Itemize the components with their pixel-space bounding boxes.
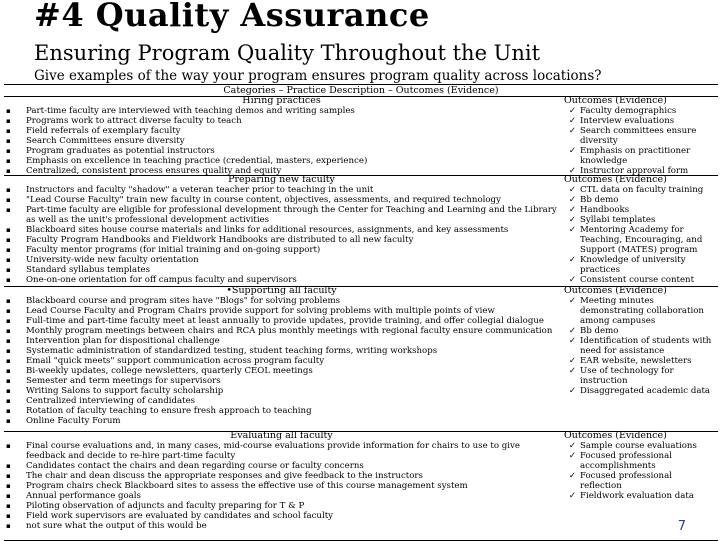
square-bullet-icon: ▪	[6, 256, 11, 264]
outcome-item	[560, 356, 718, 366]
checkmark-icon: ✓	[568, 126, 576, 136]
list-item	[4, 316, 560, 326]
practice-text: Standard syllabus templates	[26, 265, 151, 275]
practice-text: Programs work to attract diverse faculty to teach	[26, 116, 242, 126]
square-bullet-icon: ▪	[6, 397, 11, 405]
section	[4, 286, 718, 432]
checkmark-icon: ✓	[568, 336, 576, 346]
outcomes-title: Outcomes (Evidence)	[564, 174, 667, 185]
practice-text: Rotation of faculty teaching to ensure fresh approach to teaching	[26, 406, 312, 416]
list-item	[4, 346, 560, 356]
practice-text: One-on-one orientation for off campus faculty and supervisors	[26, 275, 297, 285]
list-item	[4, 275, 560, 285]
outcome-text: Mentoring Academy for Teaching, Encouraging, and Support (MATES) program	[580, 225, 703, 255]
practice-text: Blackboard course and program sites have "Blogs" for solving problems	[26, 296, 341, 306]
square-bullet-icon: ▪	[6, 337, 11, 345]
outcome-text: Use of technology for instruction	[580, 366, 674, 386]
square-bullet-icon: ▪	[6, 347, 11, 355]
square-bullet-icon: ▪	[6, 472, 11, 480]
slide-title: #4 Quality Assurance	[34, 0, 430, 34]
checkmark-icon: ✓	[568, 471, 576, 481]
practice-text: Monthly program meetings between chairs and RCA plus monthly meetings with regional faculty ensure communication	[26, 326, 553, 336]
practice-text: Emphasis on excellence in teaching practice (credential, masters, experience)	[26, 156, 368, 166]
square-bullet-icon: ▪	[6, 266, 11, 274]
list-item	[4, 386, 560, 396]
practice-text: Centralized, consistent process ensures quality and equity	[26, 166, 282, 176]
checkmark-icon: ✓	[568, 356, 576, 366]
practice-text: Annual performance goals	[26, 491, 141, 501]
practice-text: Search Committees ensure diversity	[26, 136, 185, 146]
checkmark-icon: ✓	[568, 166, 576, 176]
square-bullet-icon: ▪	[6, 167, 11, 175]
list-item	[4, 265, 560, 275]
outcome-item	[560, 336, 718, 356]
practice-column	[4, 175, 560, 285]
outcome-text: Handbooks	[580, 205, 630, 215]
square-bullet-icon: ▪	[6, 407, 11, 415]
practice-text: Semester and term meetings for supervisors	[26, 376, 221, 386]
checkmark-icon: ✓	[568, 255, 576, 265]
list-item	[4, 116, 560, 126]
checkmark-icon: ✓	[568, 215, 576, 225]
section	[4, 96, 718, 176]
list-item	[4, 396, 560, 406]
list-item	[4, 326, 560, 336]
list-item	[4, 376, 560, 386]
list-item	[4, 461, 560, 471]
square-bullet-icon: ▪	[6, 107, 11, 115]
list-item	[4, 255, 560, 265]
square-bullet-icon: ▪	[6, 117, 11, 125]
practice-text: Email "quick meets" support communication across program faculty	[26, 356, 325, 366]
outcome-item	[560, 326, 718, 336]
checkmark-icon: ✓	[568, 386, 576, 396]
outcomes-column	[560, 286, 718, 396]
practice-text: Online Faculty Forum	[26, 416, 121, 426]
square-bullet-icon: ▪	[6, 206, 11, 214]
outcome-text: Bb demo	[580, 326, 619, 336]
checkmark-icon: ✓	[568, 195, 576, 205]
list-item	[4, 235, 560, 245]
practice-text: Blackboard sites house course materials and links for additional resources, assignments, and key assessments	[26, 225, 509, 235]
practice-text: Final course evaluations and, in many cases, mid-course evaluations provide information for chairs to use to give feedback and decide to re-hire part-time faculty	[26, 441, 520, 461]
outcomes-column	[560, 431, 718, 501]
list-item	[4, 406, 560, 416]
square-bullet-icon: ▪	[6, 157, 11, 165]
square-bullet-icon: ▪	[6, 377, 11, 385]
outcome-text: Meeting minutes demonstrating collaboration among campuses	[580, 296, 704, 326]
square-bullet-icon: ▪	[6, 276, 11, 284]
outcome-text: Syllabi templates	[580, 215, 656, 225]
checkmark-icon: ✓	[568, 205, 576, 215]
outcome-text: EAR website, newsletters	[580, 356, 692, 366]
list-item	[4, 185, 560, 195]
outcomes-title: Outcomes (Evidence)	[564, 430, 667, 441]
outcome-text: Identification of students with need for assistance	[580, 336, 712, 356]
outcome-text: Faculty demographics	[580, 106, 677, 116]
outcome-text: Sample course evaluations	[580, 441, 697, 451]
list-item	[4, 195, 560, 205]
checkmark-icon: ✓	[568, 116, 576, 126]
list-item	[4, 336, 560, 346]
outcome-item	[560, 146, 718, 166]
square-bullet-icon: ▪	[6, 492, 11, 500]
list-item	[4, 366, 560, 376]
practice-text: Field work supervisors are evaluated by candidates and school faculty	[26, 511, 334, 521]
section-heading: Hiring practices	[242, 95, 321, 106]
practice-text: "Lead Course Faculty" train new faculty in course content, objectives, assessments, and required technology	[26, 195, 501, 205]
square-bullet-icon: ▪	[6, 367, 11, 375]
square-bullet-icon: ▪	[6, 442, 11, 450]
practice-text: Piloting observation of adjuncts and faculty preparing for T & P	[26, 501, 305, 511]
list-item	[4, 156, 560, 166]
outcome-text: Instructor approval form	[580, 166, 689, 176]
list-item	[4, 441, 560, 461]
practice-text: Part-time faculty are eligible for professional development through the Center for Teaching and Learning and the Library as well as the unit's professional development activities	[26, 205, 557, 225]
checkmark-icon: ✓	[568, 275, 576, 285]
square-bullet-icon: ▪	[6, 317, 11, 325]
checkmark-icon: ✓	[568, 146, 576, 156]
outcome-text: CTL data on faculty training	[580, 185, 704, 195]
quality-table	[4, 84, 718, 541]
checkmark-icon: ✓	[568, 326, 576, 336]
outcome-item	[560, 215, 718, 225]
outcome-item	[560, 185, 718, 195]
square-bullet-icon: ▪	[6, 186, 11, 194]
outcome-text: Fieldwork evaluation data	[580, 491, 694, 501]
list-item	[4, 306, 560, 316]
outcome-item	[560, 275, 718, 285]
square-bullet-icon: ▪	[6, 512, 11, 520]
list-item	[4, 205, 560, 225]
list-item	[4, 146, 560, 156]
list-item	[4, 356, 560, 366]
outcome-item	[560, 451, 718, 471]
practice-text: Instructors and faculty "shadow" a veteran teacher prior to teaching in the unit	[26, 185, 374, 195]
list-item	[4, 225, 560, 235]
outcome-item	[560, 116, 718, 126]
square-bullet-icon: ▪	[6, 522, 11, 530]
table-header: Categories – Practice Description – Outcomes (Evidence)	[4, 85, 718, 97]
checkmark-icon: ✓	[568, 491, 576, 501]
outcome-item	[560, 205, 718, 215]
practice-text: Candidates contact the chairs and dean regarding course or faculty concerns	[26, 461, 364, 471]
outcome-item	[560, 126, 718, 146]
outcome-text: Interview evaluations	[580, 116, 675, 126]
list-item	[4, 136, 560, 146]
page-number: 7	[677, 519, 686, 534]
list-item	[4, 481, 560, 491]
outcome-item	[560, 195, 718, 205]
square-bullet-icon: ▪	[6, 502, 11, 510]
practice-text: Bi-weekly updates, college newsletters, quarterly CEOL meetings	[26, 366, 313, 376]
outcome-text: Disaggregated academic data	[580, 386, 711, 396]
list-item	[4, 491, 560, 501]
practice-text: Field referrals of exemplary faculty	[26, 126, 181, 136]
practice-text: Lead Course Faculty and Program Chairs provide support for solving problems with multiple points of view	[26, 306, 495, 316]
list-item	[4, 296, 560, 306]
practice-column	[4, 96, 560, 176]
square-bullet-icon: ▪	[6, 127, 11, 135]
square-bullet-icon: ▪	[6, 387, 11, 395]
outcome-item	[560, 441, 718, 451]
square-bullet-icon: ▪	[6, 246, 11, 254]
practice-text: Full-time and part-time faculty meet at least annually to provide updates, provide training, and offer collegial dialogue	[26, 316, 544, 326]
outcomes-title: Outcomes (Evidence)	[564, 95, 667, 106]
square-bullet-icon: ▪	[6, 482, 11, 490]
square-bullet-icon: ▪	[6, 236, 11, 244]
square-bullet-icon: ▪	[6, 357, 11, 365]
square-bullet-icon: ▪	[6, 137, 11, 145]
square-bullet-icon: ▪	[6, 307, 11, 315]
square-bullet-icon: ▪	[6, 196, 11, 204]
square-bullet-icon: ▪	[6, 327, 11, 335]
section-heading: Evaluating all faculty	[230, 430, 333, 441]
checkmark-icon: ✓	[568, 106, 576, 116]
practice-text: Systematic administration of standardized testing, student teaching forms, writing workshops	[26, 346, 438, 356]
outcome-text: Bb demo	[580, 195, 619, 205]
outcome-item	[560, 255, 718, 275]
outcomes-column	[560, 175, 718, 285]
practice-text: University-wide new faculty orientation	[26, 255, 199, 265]
list-item	[4, 416, 560, 426]
section	[4, 431, 718, 540]
practice-text: Faculty Program Handbooks and Fieldwork Handbooks are distributed to all new faculty	[26, 235, 414, 245]
practice-text: Faculty mentor programs (for initial training and on-going support)	[26, 245, 321, 255]
checkmark-icon: ✓	[568, 296, 576, 306]
slide-subtitle: Ensuring Program Quality Throughout the Unit	[34, 41, 541, 65]
outcome-item	[560, 296, 718, 326]
list-item	[4, 106, 560, 116]
outcome-item	[560, 106, 718, 116]
list-item	[4, 511, 560, 521]
section	[4, 175, 718, 287]
practice-text: Program chairs check Blackboard sites to assess the effective use of this course management system	[26, 481, 468, 491]
square-bullet-icon: ▪	[6, 417, 11, 425]
practice-column	[4, 286, 560, 426]
list-item	[4, 501, 560, 511]
list-item	[4, 471, 560, 481]
outcome-item	[560, 366, 718, 386]
practice-text: Intervention plan for dispositional challenge	[26, 336, 220, 346]
list-item	[4, 126, 560, 136]
outcome-text: Knowledge of university practices	[580, 255, 686, 275]
practice-text: The chair and dean discuss the appropriate responses and give feedback to the instructors	[26, 471, 423, 481]
checkmark-icon: ✓	[568, 366, 576, 376]
outcome-text: Focused professional reflection	[580, 471, 672, 491]
outcomes-column	[560, 96, 718, 176]
outcome-item	[560, 471, 718, 491]
outcome-item	[560, 386, 718, 396]
square-bullet-icon: ▪	[6, 147, 11, 155]
section-heading: Preparing new faculty	[228, 174, 335, 185]
slide-question: Give examples of the way your program ensures program quality across locations?	[34, 68, 602, 84]
outcome-text: Focused professional accomplishments	[580, 451, 672, 471]
outcome-text: Emphasis on practitioner knowledge	[580, 146, 691, 166]
square-bullet-icon: ▪	[6, 226, 11, 234]
outcome-text: Search committees ensure diversity	[580, 126, 697, 146]
practice-text: Writing Salons to support faculty scholarship	[26, 386, 224, 396]
outcome-text: Consistent course content	[580, 275, 695, 285]
checkmark-icon: ✓	[568, 185, 576, 195]
outcome-item	[560, 225, 718, 255]
outcome-item	[560, 491, 718, 501]
checkmark-icon: ✓	[568, 441, 576, 451]
practice-text: not sure what the output of this would be	[26, 521, 207, 531]
practice-text: Centralized interviewing of candidates	[26, 396, 196, 406]
square-bullet-icon: ▪	[6, 297, 11, 305]
section-heading: •Supporting all faculty	[226, 285, 337, 296]
outcomes-title: Outcomes (Evidence)	[564, 285, 667, 296]
practice-text: Part-time faculty are interviewed with teaching demos and writing samples	[26, 106, 355, 116]
checkmark-icon: ✓	[568, 451, 576, 461]
practice-text: Program graduates as potential instructors	[26, 146, 215, 156]
square-bullet-icon: ▪	[6, 462, 11, 470]
practice-column	[4, 431, 560, 531]
checkmark-icon: ✓	[568, 225, 576, 235]
list-item	[4, 245, 560, 255]
list-item	[4, 521, 560, 531]
